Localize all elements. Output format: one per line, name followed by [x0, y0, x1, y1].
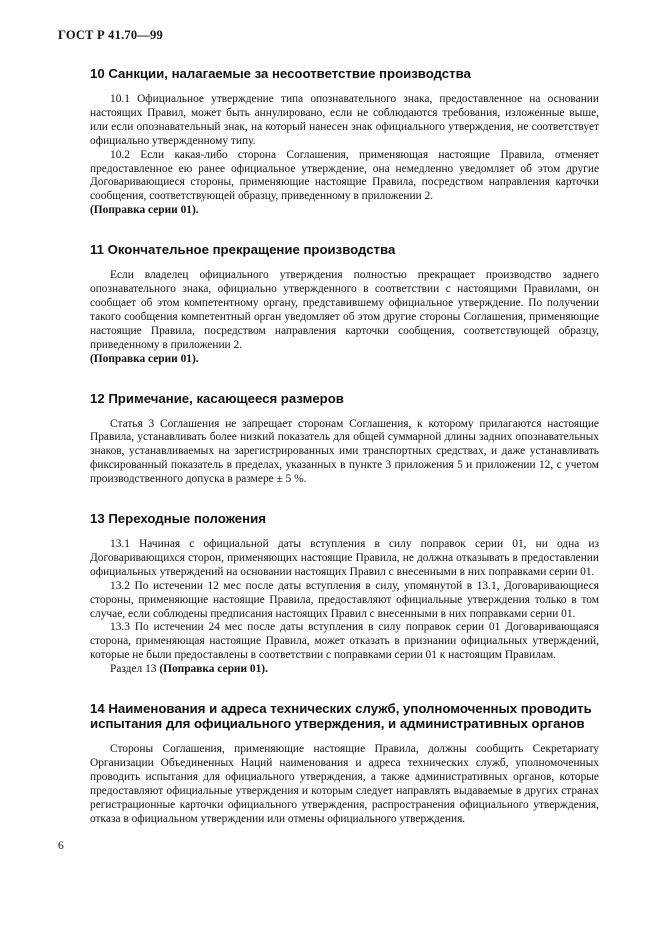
amendment-note-line [90, 663, 599, 677]
page-number: 6 [58, 840, 64, 852]
paragraph: Стороны Соглашения, применяющие настоящие Правила, должны сообщить Секретариату Организации Объединенных Наций наименования и адреса технических служб, уполномоченных проводить испытания для официального утверждения, а также административных органов, которые предоставляют официальные утверждения и которым следует направлять выдаваемые в других странах регистрационные карточки официального утверждения, распространения официального утверждения, отказа в официальном утверждении или отмены официального утверждения. [90, 743, 599, 825]
document-code: ГОСТ Р 41.70—99 [58, 28, 163, 42]
paragraph: 13.3 По истечении 24 мес после даты вступления в силу поправок серии 01 Договаривающаяся сторона, применяющая настоящие Правила, может отказать в признании официальных утверждений, которые не были предоставлены в соответствии с поправками серии 01 к настоящим Правилам. [90, 621, 599, 662]
section-title: 13 Переходные положения [90, 511, 266, 527]
paragraph: 13.1 Начиная с официальной даты вступления в силу поправок серии 01, ни одна из Договаривающихся сторон, применяющих настоящие Правила, не должна отказывать в предоставлении официальных утверждений на основании настоящих Правил с внесенными в них поправками серии 01. [90, 538, 599, 578]
paragraph: 10.1 Официальное утверждение типа опознавательного знака, предоставленное на основании настоящих Правил, может быть аннулировано, если не соблюдаются требования, изложенные выше, или если опознавательный знак, на который нанесен знак официального утверждения, не соответствует официально утвержденному типу. [90, 93, 599, 147]
document-body [90, 66, 599, 827]
section-14 [90, 701, 599, 826]
amendment-note: (Поправка серии 01). [159, 663, 268, 676]
section-title: 10 Санкции, налагаемые за несоответствие производства [90, 66, 471, 81]
section-title: 11 Окончательное прекращение производства [90, 242, 396, 258]
amendment-note: (Поправка серии 01). [90, 352, 199, 365]
paragraph: 13.2 По истечении 12 мес после даты вступления в силу, упомянутой в 13.1, Договаривающиеся стороны, применяющие настоящие Правила, предоставляют официальные утверждения только в том случае, если соблюдены предписания настоящих Правил с внесенными в них поправками серии 01. [90, 579, 599, 620]
amendment-note: (Поправка серии 01). [90, 204, 199, 217]
section-10 [90, 66, 599, 218]
section-title: 12 Примечание, касающееся размеров [90, 390, 344, 406]
section-11 [90, 242, 599, 366]
paragraph: Статья 3 Соглашения не запрещает сторонам Соглашения, к которому прилагаются настоящие Правила, устанавливать более низкий показатель для общей суммарной длины задних опознавательных знаков, устанавливаемых на зарегистрированных ими транспортных средствах, и даже устанавливать фиксированный показатель в пределах, указанных в пункте 3 приложения 5 и приложении 12, с учетом производственного допуска в размере ± 5 %. [90, 417, 599, 486]
section-12 [90, 391, 599, 488]
section-13 [90, 511, 599, 677]
section-title: 14 Наименования и адреса технических служб, уполномоченных проводить испытания для официального утверждения, и административных органов [90, 701, 592, 732]
paragraph: Если владелец официального утверждения полностью прекращает производство заднего опознавательного знака, официально утвержденного в соответствии с настоящими Правилами, он сообщает об этом компетентному органу, представившему официальное утверждение. По получении такого сообщения компетентный орган уведомляет об этом другие стороны Соглашения, применяющие настоящие Правила, посредством направления карточки сообщения, соответствующей образцу, приведенному в приложении 2. [90, 269, 599, 351]
paragraph: 10.2 Если какая-либо сторона Соглашения, применяющая настоящие Правила, отменяет предоставленное ею ранее официальное утверждение, она немедленно уведомляет об этом другие Договаривающиеся стороны, применяющие настоящие Правила, посредством направления карточки сообщения, соответствующей образцу, приведенному в приложении 2. [90, 148, 599, 203]
note-prefix: Раздел 13 [110, 663, 160, 676]
